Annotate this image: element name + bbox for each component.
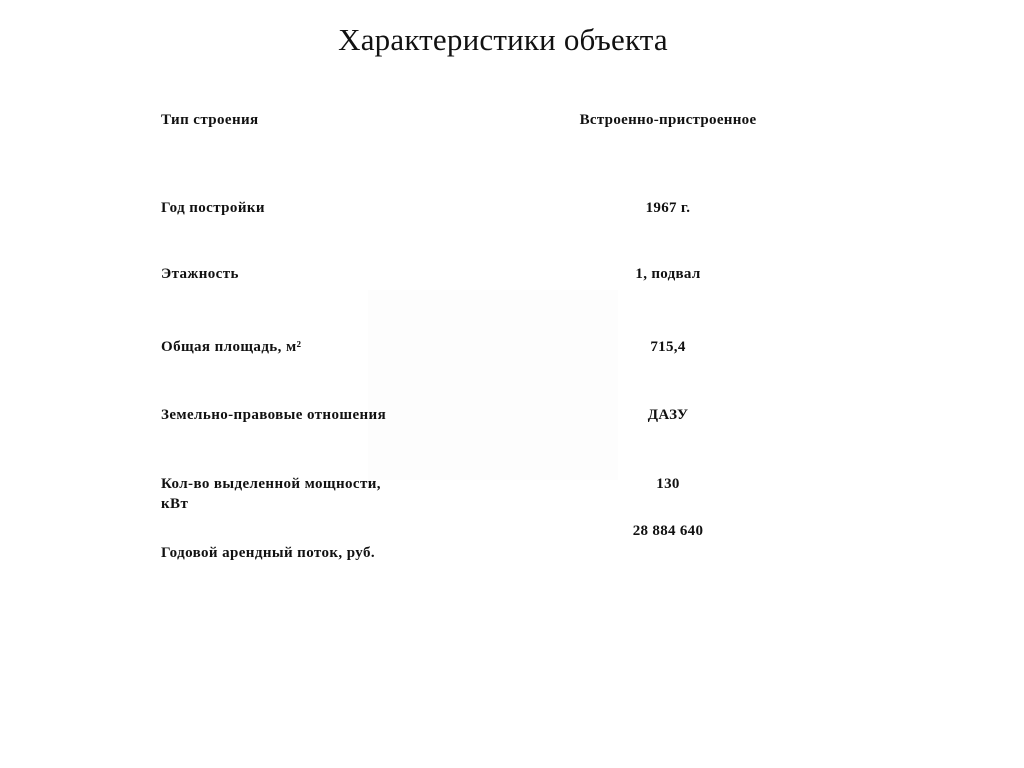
row-label-floors: Этажность <box>161 266 239 282</box>
row-label-building-type: Тип строения <box>161 112 259 128</box>
row-value-total-area: 715,4 <box>650 339 686 355</box>
row-value-floors: 1, подвал <box>635 266 701 282</box>
row-value-construction-year: 1967 г. <box>645 200 691 216</box>
row-label-allocated-power: Кол-во выделенной мощности, кВт <box>161 476 381 512</box>
watermark-block <box>368 290 618 480</box>
row-label-annual-rent: Годовой арендный поток, руб. <box>161 545 376 561</box>
page-title: Характеристики объекта <box>338 22 668 57</box>
row-value-allocated-power: 130 <box>656 476 680 492</box>
row-value-land-relations: ДАЗУ <box>647 407 689 423</box>
row-value-building-type: Встроенно-пристроенное <box>579 112 757 128</box>
row-label-land-relations: Земельно-правовые отношения <box>161 407 387 423</box>
row-value-annual-rent: 28 884 640 <box>632 523 704 539</box>
row-label-construction-year: Год постройки <box>161 200 265 216</box>
row-label-total-area: Общая площадь, м² <box>161 339 302 355</box>
